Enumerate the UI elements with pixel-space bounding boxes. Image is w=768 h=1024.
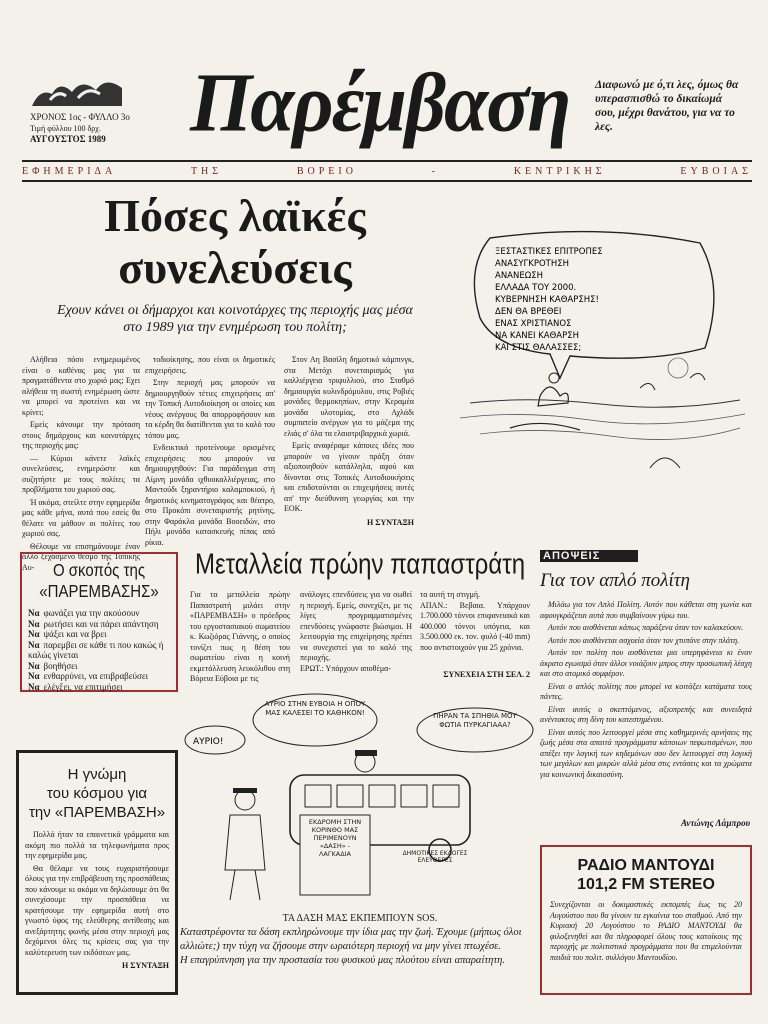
sign-text: ΕΚΔΡΟΜΗ ΣΤΗΝ ΚΟΡΙΝΘΟ ΜΑΣ ΠΕΡΙΜΕΝΟΥΝ «ΔΑΣΗ» - ΛΑΓΚΑΔΙΑ <box>308 818 362 858</box>
paragraph: Αυτόν που αισθάνεται ασχοεία όταν τον χτυπάνε στην πλάτη. <box>548 635 740 645</box>
issue-info <box>30 112 140 145</box>
lead-column-1 <box>22 355 140 575</box>
list-item: Να ελέγξει, να επιτιμήσει <box>28 681 123 692</box>
subtitle-word: ΕΦΗΜΕΡΙΔΑ <box>22 165 117 177</box>
opinion-article-body <box>540 600 752 782</box>
mines-column-3: τα αυτή τη στιγμή. ΑΠΑΝ.: Βεβαια. Υπάρχουν 1.700.000 τόννοι επιφανειακά και 400.000 τόννοι υπόγεια, και 3.500.000 εκ. τον. φυλό (-40 mm) που αντιστοιχούν για 25 χρόνια. <box>420 590 530 652</box>
paragraph: Μιλάω για τον Απλό Πολίτη. Αυτόν που κάθεται στη γωνία και αφουγκράζεται αυτά που συμβαίνουν γύρω του. <box>540 600 752 620</box>
list-item: Να ενθαρρύνει, να επιβραβεύσει <box>28 671 149 681</box>
radio-text: Συνεχίζονται οι δοκιμαστικές εκπομπές έως τις 20 Αυγούστου που θα γίνουν τα εγκαίνια του σταθμού. Από την Κυριακή 20 Αυγούστου το ΡΑΔΙΟ ΜΑΝΤΟΥΔΙ θα φιλοξενηθεί και θα πληροφορεί όλους τους κατοίκους της περιοχής με πολιτιστικά προγράμματα που θα επιμελούνται παιδιά του πολιτ. συλλόγου Μαντουδίου. <box>550 900 742 962</box>
bus-text: ΔΗΜΟΤΙΚΕΣ ΕΚΛΟΓΕΣ ΕΛΕΥΘΕΡΕΣ <box>402 850 468 864</box>
headline-line: Πόσες λαϊκές <box>104 190 366 241</box>
bubble-line: ΑΝΑΝΕΩΣΗ <box>495 271 543 281</box>
subtitle-word: ΒΟΡΕΙΟ <box>296 165 357 177</box>
opinion-article-title: Για τον απλό πολίτη <box>540 570 690 591</box>
bubble-line: ΚΥΒΕΡΝΗΣΗ ΚΑΘΑΡΣΗΣ! <box>495 295 599 305</box>
opinion-box <box>16 750 178 995</box>
bubble-line: ΚΑΙ ΣΤΙΣ ΘΑΛΑΣΣΕΣ; <box>495 343 582 353</box>
paragraph: Εμείς αναφέραμε κάποιες ιδέες που μπορούν να γίνουν πράξη όταν αξιοποιηθούν κατάλληλα, αφού και δίνονται στις Τοπικές Αυτοδιοικήσεις και επιδοτούνται οι επιχειρήσεις αυτές απ' την διεύθυνση γεωργίας και την ΕΟΚ. <box>284 441 414 513</box>
mines-headline: Μεταλλεία πρώην παπαστράτη <box>194 548 526 581</box>
paragraph: Είναι ο απλός πολίτης που μπορεί να κοιτάξει κατάματα τους πάντες. <box>540 681 752 701</box>
paragraph: Θα θέλαμε να τους ευχαριστήσουμε όλους για την επιβράβευση της προσπάθειας που κάνουμε κι ακόμα να δηλώσουμε ότι θα συνεχίσουμε την προσπάθεια να κρατήσουμε την εφημερίδα αυτή στο γνωστό ύφος της ελεύθερης αντίθεσης και ανεξάρτητης φωνής μέσα στην περιοχή μας δεχόμενοι όλες τις κρίσεις σας για την καλύτερευση των εκδόσεων μας. <box>25 863 169 957</box>
issue-line: ΧΡΟΝΟΣ 1ος - ΦΥΛΛΟ 3ο <box>30 112 130 122</box>
bubble-text: ΠΗΡΑΝ ΤΑ ΣΠΗΘΙΑ ΜΟΥ ΦΩΤΙΑ ΠΥΡΚΑΓΙΑΑΑ? <box>433 712 517 729</box>
bus-cartoon <box>175 690 535 910</box>
opinion-author: Αντώνης Λάμπρου <box>680 818 750 828</box>
paragraph: Πολλά ήταν τα επαινετικά γράμματα και ακόμη πιο πολλά τα τηλεφωνήματα προς την εφημερίδα μας. <box>25 830 169 860</box>
paragraph: Ενδεικτικά προτείνουμε ορισμένες επιχειρήσεις που μπορούν να δημιουργηθούν: Για παράδειγμα στη Λίμνη μονάδα ιχθυοκαλλιέργειας, στο Μαντούδι ξηραντήριο καλαμποκιού, ή δημοτικός κινηματογράφος και θέατρο, στο Προκόπι συνεταιριστής ρητίνης, στην Φαράκλα μονάδα Βοοειδών, στο Πήλι μονάδα κατασκευής πίπας από ρίκια. <box>145 443 275 547</box>
subtitle-word: ΚΕΝΤΡΙΚΗΣ <box>513 165 606 177</box>
list-item: Να ψάξει και να βρει <box>28 629 107 639</box>
newspaper-title: Παρέμβαση <box>190 56 570 150</box>
paragraph: Αυτόν τον πολίτη που αισθάνεται μια υπερηφάνεια κι έναν άκρατο εγωισμό όταν άλλοι νοιάζουν μπρος στην προσωπική λέσχη και στο ατομικό συμφέρον. <box>540 648 752 678</box>
radio-frequency: 101,2 FM STEREO <box>577 876 715 893</box>
lead-headline <box>20 190 450 294</box>
bubble-text: ΑΥΡΙΟ! <box>193 737 224 747</box>
subtitle-word: - <box>431 165 440 177</box>
list-item: Να παρεμβει σε κάθε τι που κακώς ή καλώς γίνεται <box>28 639 164 660</box>
issue-date: ΑΥΓΟΥΣΤΟΣ 1989 <box>30 134 106 144</box>
bubble-line: ΝΑ ΚΑΝΕΙ ΚΑΘΑΡΣΗ <box>495 331 579 341</box>
opinion-title <box>25 765 169 822</box>
paragraph: Ή ακόμα, στείλτε στην εφημερίδα μας κάθε μήνα, αυτά που εσείς θα θέλατε να μάθουν οι πολίτες του χωριού σας. <box>22 497 140 538</box>
paragraph: Αυτόν που αισθάνεται κάπως παράξενα όταν τον καλακεύουν. <box>548 623 744 632</box>
purpose-list <box>28 608 170 692</box>
headline-line: συνελεύσεις <box>118 242 352 293</box>
purpose-title-line: «ΠΑΡΕΜΒΑΣΗΣ» <box>39 582 159 602</box>
opinion-title-line: του κόσμου για <box>46 785 148 802</box>
lead-column-2 <box>145 355 275 550</box>
radio-box <box>540 845 752 995</box>
paragraph: Είναι αυτός ο σκεπτόμενος, αξιοπρεπής και συνειδητά ανέντακτος στη δίνη του κατεστημένου. <box>540 704 752 724</box>
lead-signature: Η ΣΥΝΤΑΞΗ <box>367 517 414 527</box>
paragraph: Στην περιοχή μας μπορούν να δημιουργηθούν τέτιες επιχειρήσεις απ' την Τοπική Αυτοδιοίκηση οι οποίες και νέους ανέργους θα απορροφήσουν και τα κέρδη θα διατίθενται για το καλό του τόπου μας. <box>145 378 275 440</box>
subtitle-word: ΕΥΒΟΙΑΣ <box>680 165 752 177</box>
waves-logo-icon <box>30 70 125 110</box>
paragraph: Αλήθεια πόσο ενημερωμένος είναι ο καθένας μας για τα πραγματάθεντα στο χωριό μας; Εχει αλήθεια τη σωστή ενημέρωση ώστε να μπορεί να προτείνει και να κρίνει; <box>22 355 140 417</box>
subtitle-word: ΤΗΣ <box>190 165 223 177</box>
mines-column-2: ανάλογες επενδύσεις για να σωθεί η περιοχή. Εμείς, συνεχίζει, με τις λίγες προγραμματισμένες επενδύσεις γνώφαστε βιώσιμοι. Η λειτουργία της επιχείρησης πρέπει να συνεχιστεί για το καλό της περιοχής. ΕΡΩΤ.: Υπάρχουν αποθέμα- <box>300 590 412 673</box>
mines-column-1: Για τα μεταλλεία πρώην Παπαστρατή μιλάει στην «ΠΑΡΕΜΒΑΣΗ» ο πρόεδρος του εργοστασιακού σωματείου κ. Κωζιόρας Γιάννης, ο οποίος τονίζει πως η θέση του σωματείου είναι η κοινή εκμετάλλευση λευκόλιθου στη Βόρεια Εύβοια με τις <box>190 590 290 683</box>
list-item: Να βοηθήσει <box>28 660 78 671</box>
cartoon-caption <box>180 912 540 968</box>
lead-lede: Εχουν κάνει οι δήμαρχοι και κοινοτάρχες της περιοχής μας μέσα στο 1989 για την ενημέρωση του πολίτη; <box>57 303 413 335</box>
radio-title: ΡΑΔΙΟ ΜΑΝΤΟΥΔΙ <box>577 857 715 874</box>
paragraph: Θέλουμε να επισημάνουμε έναν άλλο ξεχασμένο θεσμό της Τοπικής Αυ- <box>22 541 140 572</box>
list-item: Να ρωτήσει και να πάρει απάντηση <box>28 618 159 629</box>
continued-note: ΣΥΝΕΧΕΙΑ ΣΤΗ ΣΕΛ. 2 <box>443 670 530 679</box>
bubble-text: ΑΥΡΙΟ ΣΤΗΝ ΕΥΒΟΙΑ Η ΟΠΟΥ ΜΑΣ ΚΑΛΕΣΕΙ ΤΟ ΚΑΘΗΚΟΝ! <box>264 700 366 717</box>
subtitle-bar <box>22 160 752 182</box>
paragraph: τοδιοίκησης, που είναι οι δημοτικές επιχειρήσεις. <box>145 355 275 375</box>
opinion-title-line: την «ΠΑΡΕΜΒΑΣΗ» <box>28 804 166 821</box>
purpose-title <box>28 561 170 602</box>
caption-line: Καταστρέφοντα τα δάση εκπληρώνουμε την ίδια μας την ζωή. Έχουμε (μήπως όλοι αλλιώτε;) την τύχη να ζήσουμε στην ωραιότερη περιοχή να μην γίνει πτωχέσε. <box>180 927 522 952</box>
opinion-body <box>25 830 169 972</box>
island-cartoon <box>450 228 750 498</box>
motto: Διαφωνώ με ό,τι λες, όμως θα υπερασπισθώ το δικαίωμά σου, μέχρι θανάτου, για να το λες. <box>595 79 739 133</box>
paragraph: Εμείς κάνουμε την πρόταση στους δημάρχους και κοινοτάρχες της περιοχής μας: <box>22 420 140 450</box>
price: Τιμή φύλλου 100 δρχ. <box>30 124 101 133</box>
section-label: ΑΠΟΨΕΙΣ <box>540 550 638 562</box>
paragraph: Στον Αη Βασίλη δημοτικό κάμπινγκ, στα Μετόχι συνεταιρισμός για καλλιέργεια τριφυλλιού, στο Σταθμό δημιουργία κυλινδρόμυλου, στις Ροβιές μονάδες θερμοκηπίων, στην Κεραμέα μονάδα υλοτομίας, στο Αχλάδι συμπατείο ανέργων για το μάζεμα της ελιάς σ' όλα τα ελαιοτριβαρχικά χωριά. <box>284 355 414 438</box>
opinion-title-line: Η γνώμη <box>67 766 127 783</box>
bubble-line: ΕΝΑΣ ΧΡΙΣΤΙΑΝΟΣ <box>495 319 572 329</box>
opinion-signature: Η ΣΥΝΤΑΞΗ <box>122 961 169 970</box>
purpose-title-line: Ο σκοπός της <box>52 561 146 581</box>
paragraph: Είναι αυτός που λειτουργεί μέσα στις καθημερινές αρνήσεις της ζωής μέσα στα απαιτά προγράμματα κάποιων πεφωτισμένων, που απέξει την λογική των κηδεμόνων σου δεν λειτουργεί στη λογική των μεγάλων και μικρών αλλά μέσα στις εντάσεις και τα χρώματα για κοινωνική δικαιοσύνη. <box>540 727 752 779</box>
bubble-line: ΑΝΑΣΥΓΚΡΟΤΗΣΗ <box>495 259 570 269</box>
purpose-box <box>20 552 178 692</box>
caption-line: Η επαγρύπνηση για την προστασία του φυσικού μας πλούτου είναι απαραίτητη. <box>180 955 505 966</box>
paragraph: — Κύριοι κάνετε λαϊκές συνελεύσεις, ενημερώστε και συζητήστε με τους πολίτες τα προβλήματα του χωριού σας. <box>22 453 140 494</box>
bubble-line: ΔΕΝ ΘΑ ΒΡΕΘΕΙ <box>495 307 562 317</box>
bubble-line: ΞΕΣΤΑΣΤΙΚΕΣ ΕΠΙΤΡΟΠΕΣ <box>495 247 603 257</box>
lead-column-3 <box>284 355 414 528</box>
list-item: Να φωνάζει για την ακούσουν <box>28 608 140 618</box>
bubble-line: ΕΛΛΑΔΑ ΤΟΥ 2000. <box>495 283 577 293</box>
caption-line: ΤΑ ΔΑΣΗ ΜΑΣ ΕΚΠΕΜΠΟΥΝ SOS. <box>282 913 438 924</box>
